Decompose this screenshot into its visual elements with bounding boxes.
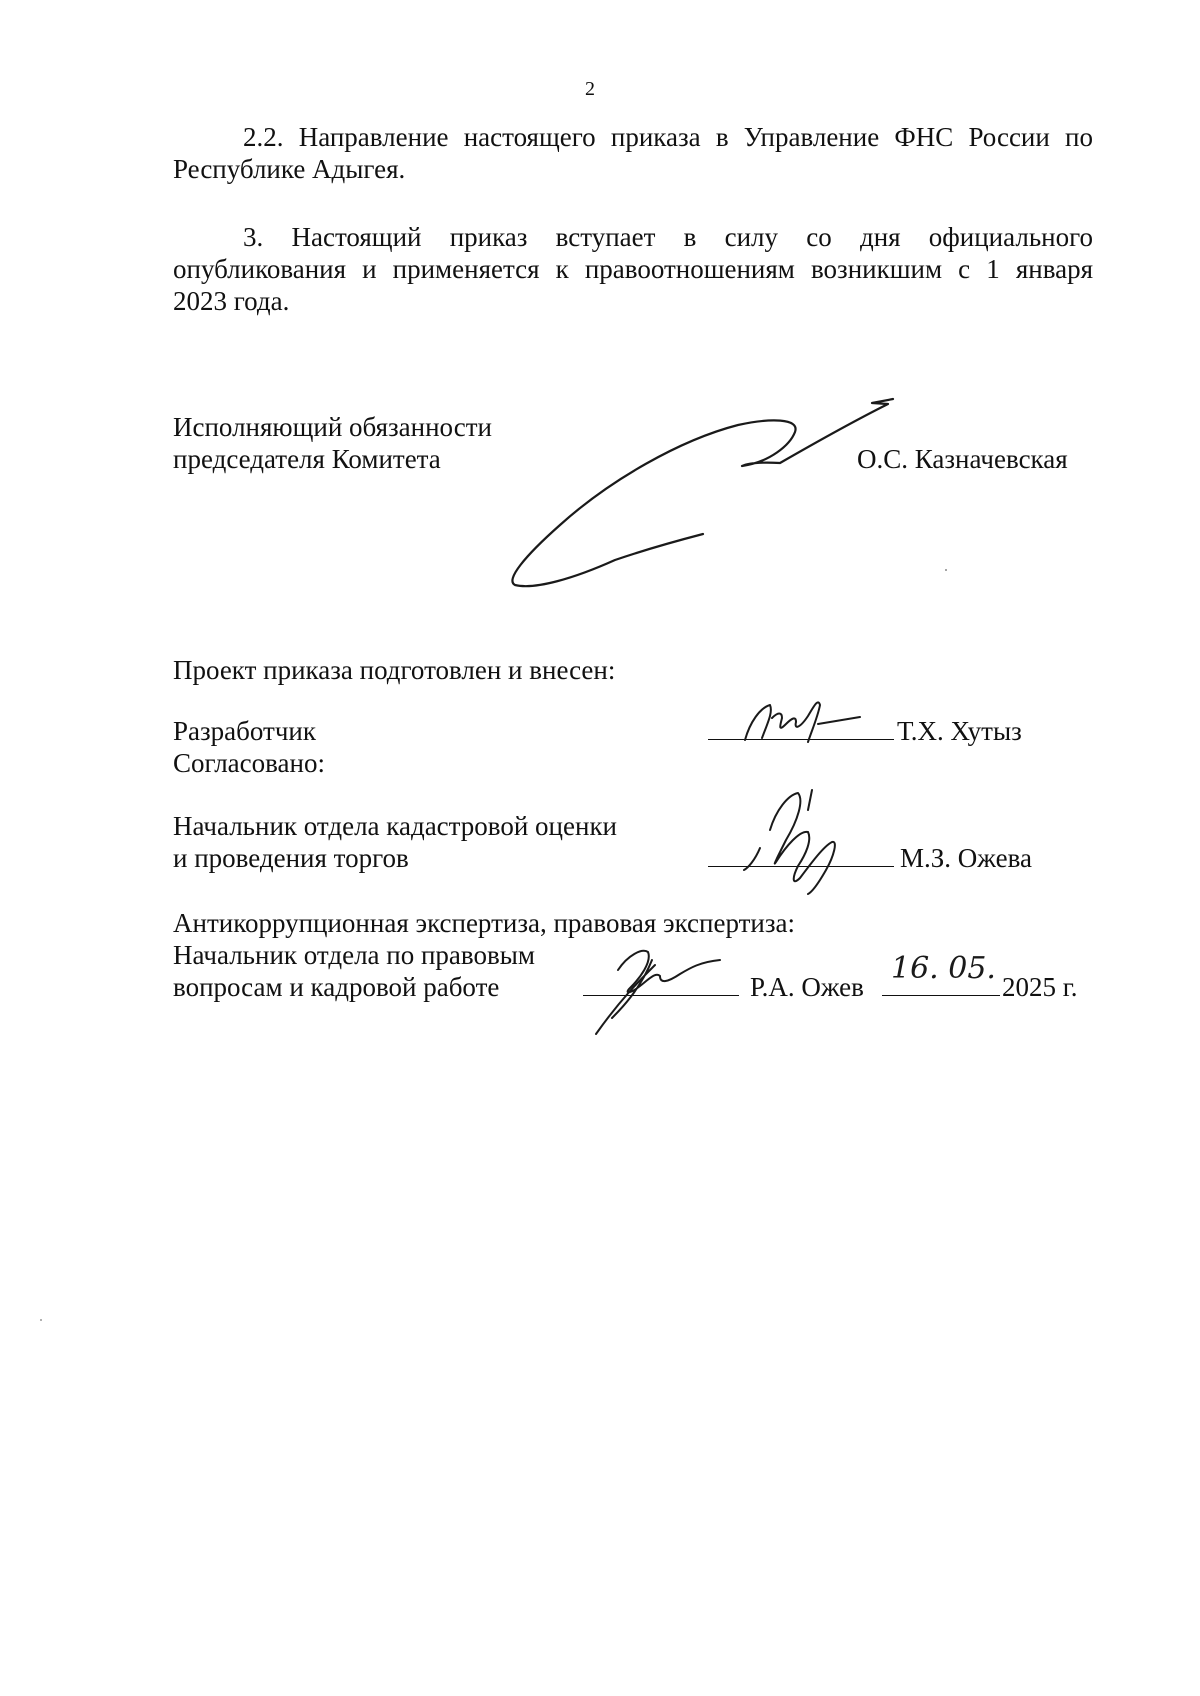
clause-3-line-2: опубликования и применяется к правоотношениям возникшим с 1 января <box>173 254 1093 284</box>
legal-head-line-2: вопросам и кадровой работе <box>173 972 500 1002</box>
head-cadastral-line-2: и проведения торгов <box>173 843 409 873</box>
clause-3-line-1: 3. Настоящий приказ вступает в силу со дня официального <box>243 222 1093 252</box>
page-number: 2 <box>585 78 595 100</box>
agreed-label: Согласовано: <box>173 748 325 778</box>
legal-head-name: Р.А. Ожев <box>750 972 864 1002</box>
developer-name: Т.Х. Хутыз <box>897 716 1022 746</box>
head-cadastral-name: М.З. Ожева <box>900 843 1032 873</box>
approvals-intro: Проект приказа подготовлен и внесен: <box>173 655 616 685</box>
legal-head-line-1: Начальник отдела по правовым <box>173 940 535 970</box>
clause-3-line-3: 2023 года. <box>173 286 290 316</box>
signatory-name: О.С. Казначевская <box>857 444 1068 474</box>
signatory-title-line-1: Исполняющий обязанности <box>173 412 492 442</box>
clause-2-2-line-1: 2.2. Направление настоящего приказа в Управление ФНС России по <box>243 122 1093 152</box>
head-cadastral-line-1: Начальник отдела кадастровой оценки <box>173 811 618 841</box>
expertise-title: Антикоррупционная экспертиза, правовая экспертиза: <box>173 908 796 938</box>
handwritten-date: 16. 05. <box>891 951 996 986</box>
developer-label: Разработчик <box>173 716 316 746</box>
year-suffix: 2025 г. <box>1002 972 1078 1002</box>
signatory-title-line-2: председателя Комитета <box>173 444 441 474</box>
clause-2-2-line-2: Республике Адыгея. <box>173 154 406 184</box>
